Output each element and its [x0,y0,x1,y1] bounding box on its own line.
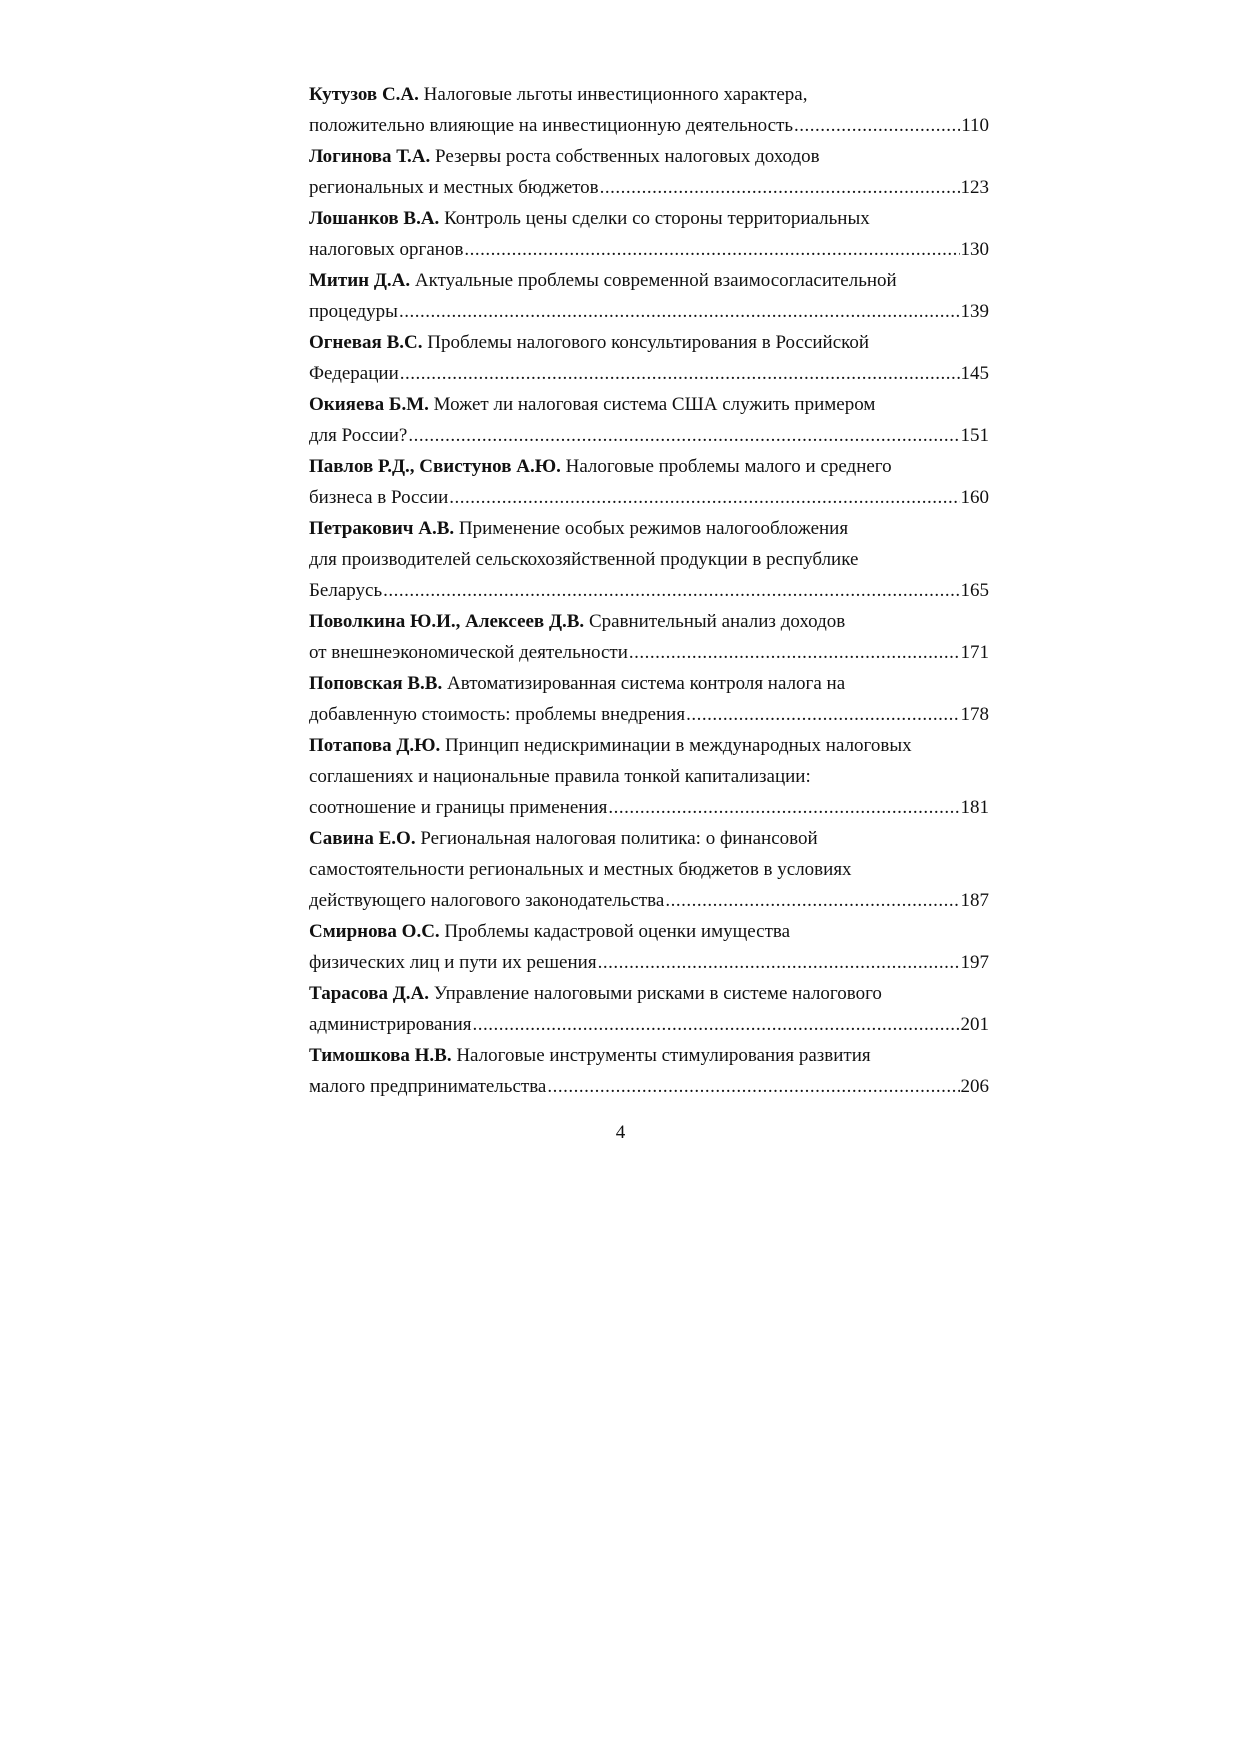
toc-entry[interactable] [309,451,989,513]
toc-author: Кутузов С.А. [309,84,419,105]
toc-entry-first-line [309,668,989,699]
toc-page-number: 206 [960,1076,989,1097]
toc-page-number: 178 [960,704,989,725]
toc-entry-last-line [309,947,989,978]
toc-entry[interactable] [309,327,989,389]
toc-page-number: 139 [960,301,989,322]
toc-page-number: 165 [960,580,989,601]
toc-entry[interactable] [309,79,989,141]
toc-author: Поповская В.В. [309,673,443,694]
toc-title-line: Проблемы кадастровой оценки имущества [444,921,791,942]
toc-title-line: процедуры [309,301,398,322]
toc-entry-first-line [309,141,989,172]
toc-author: Лошанков В.А. [309,208,440,229]
toc-leader-dots [449,482,959,513]
toc-entry[interactable] [309,265,989,327]
toc-entry-last-line [309,792,989,823]
toc-entry[interactable] [309,1040,989,1102]
toc-title-line: Применение особых режимов налогообложения [458,518,849,539]
toc-page-number: 171 [960,642,989,663]
toc-title-line: налоговых органов [309,239,464,260]
toc-entry-last-line [309,1071,989,1102]
toc-author: Окияева Б.М. [309,394,429,415]
toc-page-number: 187 [960,890,989,911]
toc-entry-first-line [309,513,989,544]
table-of-contents [309,79,989,1102]
toc-entry[interactable] [309,389,989,451]
toc-entry[interactable] [309,730,989,823]
toc-title-line: бизнеса в России [309,487,449,508]
toc-leader-dots [383,575,959,606]
toc-entry-last-line [309,1009,989,1040]
toc-entry-first-line [309,730,989,761]
toc-title-line: Принцип недискриминации в международных налоговых [445,735,912,756]
toc-entry[interactable] [309,606,989,668]
toc-leader-dots [399,296,960,327]
toc-author: Павлов Р.Д., Свистунов А.Ю. [309,456,561,477]
toc-title-line: Региональная налоговая политика: о финансовой [420,828,818,849]
toc-title-line: Федерации [309,363,399,384]
toc-leader-dots [400,358,960,389]
toc-entry-first-line [309,978,989,1009]
toc-author: Потапова Д.Ю. [309,735,441,756]
toc-page-number: 181 [960,797,989,818]
toc-title-line: от внешнеэкономической деятельности [309,642,628,663]
toc-page-number: 123 [960,177,989,198]
toc-entry-last-line [309,699,989,730]
toc-leader-dots [629,637,960,668]
toc-author: Огневая В.С. [309,332,423,353]
toc-entry[interactable] [309,823,989,916]
toc-page-number: 151 [960,425,989,446]
toc-entry[interactable] [309,916,989,978]
toc-title-line: Управление налоговыми рисками в системе налогового [433,983,882,1004]
toc-title-line: соотношение и границы применения [309,797,608,818]
toc-entry-last-line [309,296,989,327]
toc-entry-first-line [309,203,989,234]
toc-entry-last-line [309,110,989,141]
toc-title-line: Налоговые льготы инвестиционного характера, [423,84,808,105]
toc-title-line: для производителей сельскохозяйственной продукции в республике [309,549,859,570]
toc-title-line: Беларусь [309,580,383,601]
toc-title-line: Резервы роста собственных налоговых доходов [435,146,820,167]
toc-leader-dots [794,110,960,141]
toc-entry[interactable] [309,978,989,1040]
toc-author: Митин Д.А. [309,270,411,291]
toc-title-line: действующего налогового законодательства [309,890,665,911]
toc-author: Петракович А.В. [309,518,455,539]
toc-entry-first-line [309,79,989,110]
toc-title-line: Актуальные проблемы современной взаимосогласительной [414,270,897,291]
toc-title-line: для России? [309,425,408,446]
toc-leader-dots [686,699,959,730]
toc-entry-first-line [309,389,989,420]
toc-entry-first-line [309,1040,989,1071]
toc-leader-dots [608,792,959,823]
toc-entry-last-line [309,358,989,389]
toc-title-line: Налоговые проблемы малого и среднего [565,456,892,477]
toc-entry[interactable] [309,203,989,265]
toc-entry-last-line [309,637,989,668]
toc-leader-dots [598,947,960,978]
toc-author: Тимошкова Н.В. [309,1045,452,1066]
toc-entry-first-line [309,451,989,482]
toc-title-line: Проблемы налогового консультирования в Российской [427,332,870,353]
toc-entry-first-line [309,265,989,296]
toc-entry-first-line [309,606,989,637]
toc-page-number: 110 [961,115,989,136]
toc-title-line: Контроль цены сделки со стороны территориальных [444,208,870,229]
toc-title-line: Автоматизированная система контроля налога на [446,673,846,694]
toc-entry-last-line [309,482,989,513]
toc-entry-last-line [309,172,989,203]
toc-title-line: положительно влияющие на инвестиционную деятельность [309,115,794,136]
toc-author: Логинова Т.А. [309,146,431,167]
toc-title-line: добавленную стоимость: проблемы внедрения [309,704,686,725]
toc-author: Смирнова О.С. [309,921,440,942]
toc-leader-dots [600,172,960,203]
toc-page-number: 160 [960,487,989,508]
toc-title-line: Сравнительный анализ доходов [588,611,846,632]
toc-entry[interactable] [309,513,989,606]
toc-entry-last-line [309,420,989,451]
toc-leader-dots [547,1071,959,1102]
toc-author: Поволкина Ю.И., Алексеев Д.В. [309,611,585,632]
toc-title-line: региональных и местных бюджетов [309,177,599,198]
toc-entry-first-line [309,823,989,854]
toc-title-line: Может ли налоговая система США служить примером [433,394,876,415]
toc-entry-first-line [309,916,989,947]
toc-title-line: администрирования [309,1014,472,1035]
toc-entry-first-line [309,327,989,358]
toc-title-line: Налоговые инструменты стимулирования развития [456,1045,871,1066]
toc-leader-dots [464,234,959,265]
toc-title-line: самостоятельности региональных и местных бюджетов в условиях [309,859,852,880]
toc-page-number: 145 [960,363,989,384]
toc-page-number: 197 [960,952,989,973]
toc-author: Савина Е.О. [309,828,416,849]
toc-title-line: физических лиц и пути их решения [309,952,597,973]
toc-leader-dots [473,1009,960,1040]
toc-author: Тарасова Д.А. [309,983,430,1004]
toc-page-number: 201 [960,1014,989,1035]
toc-entry-last-line [309,885,989,916]
toc-entry-last-line [309,575,989,606]
toc-title-line: малого предпринимательства [309,1076,547,1097]
toc-entry-last-line [309,234,989,265]
toc-title-line: соглашениях и национальные правила тонкой капитализации: [309,766,811,787]
page-number: 4 [615,1122,626,1143]
toc-leader-dots [665,885,959,916]
toc-entry[interactable] [309,141,989,203]
toc-entry[interactable] [309,668,989,730]
toc-leader-dots [408,420,959,451]
toc-page-number: 130 [960,239,989,260]
